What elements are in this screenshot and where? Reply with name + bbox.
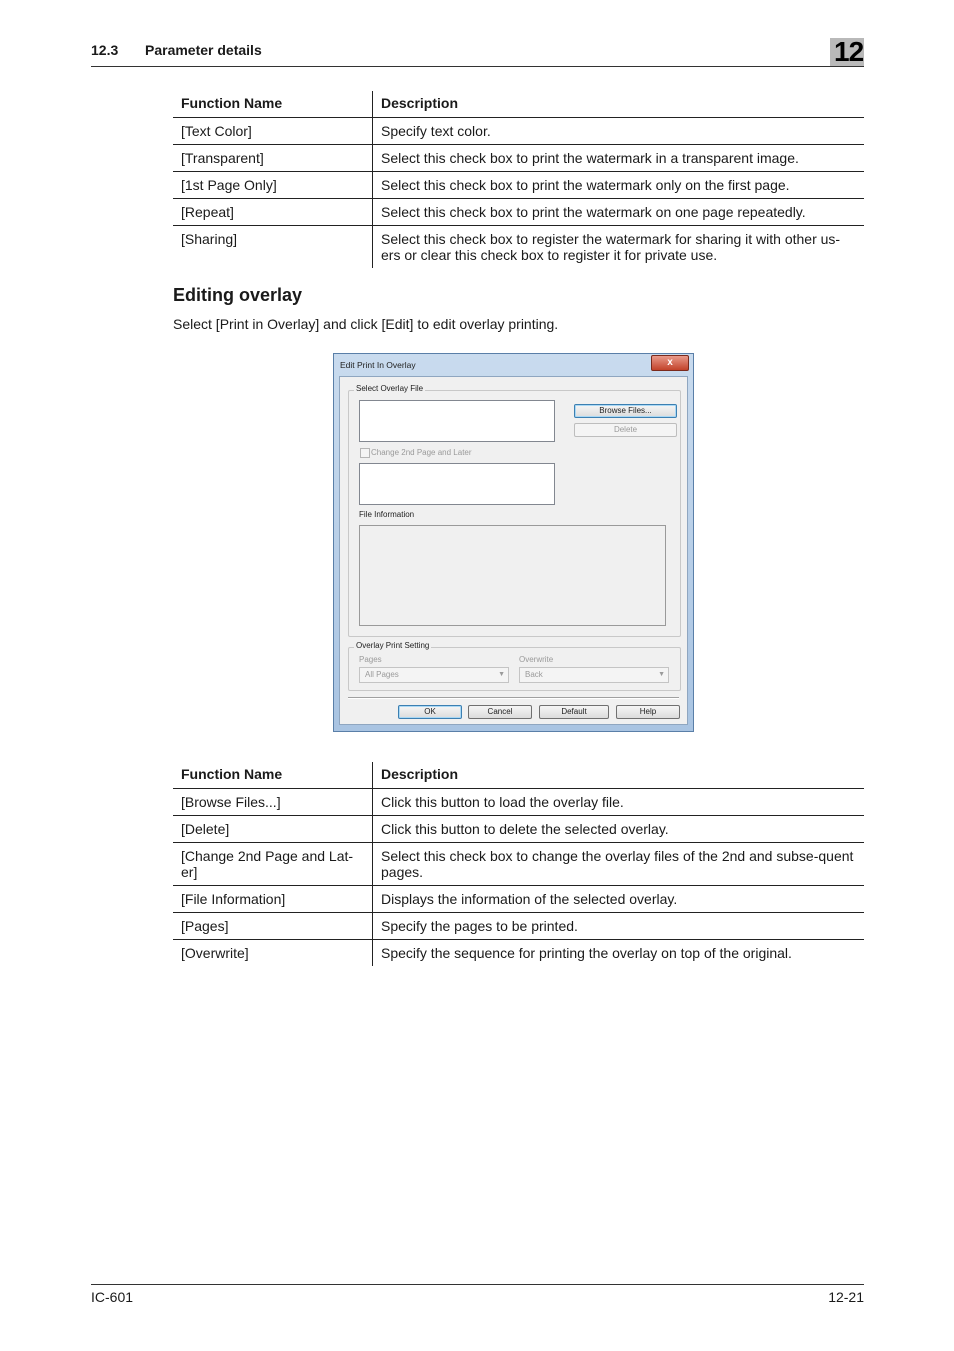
table-row — [173, 118, 864, 145]
dialog-client-area — [339, 376, 688, 725]
overwrite-label: Overwrite — [519, 655, 554, 664]
chevron-down-icon: ▼ — [658, 671, 665, 678]
chevron-down-icon: ▼ — [498, 671, 505, 678]
dialog-separator — [348, 697, 679, 699]
table-row — [173, 172, 864, 199]
table-row — [173, 789, 864, 816]
edit-print-in-overlay-dialog — [333, 353, 694, 732]
help-label: Help — [639, 707, 657, 716]
delete-label: Delete — [613, 425, 638, 434]
page-footer — [91, 1284, 864, 1305]
chapter-number: 12 — [834, 36, 864, 67]
ok-button[interactable] — [398, 705, 462, 719]
help-button[interactable] — [616, 705, 680, 719]
default-button[interactable] — [539, 705, 609, 719]
table-row — [173, 816, 864, 843]
function-name-cell: [1st Page Only] — [173, 172, 373, 199]
column-header-description: Description — [373, 762, 865, 789]
section-number: 12.3 — [91, 42, 119, 58]
function-name-cell: [Change 2nd Page and Lat-er] — [173, 843, 373, 886]
function-name-cell: [Repeat] — [173, 199, 373, 226]
running-header — [91, 36, 864, 67]
description-cell: Select this check box to change the overlay files of the 2nd and subse-quent pages. — [373, 843, 865, 886]
table-row — [173, 226, 864, 269]
description-cell: Displays the information of the selected overlay. — [373, 886, 865, 913]
watermark-parameter-table — [173, 91, 864, 268]
close-icon: x — [667, 357, 673, 368]
dialog-titlebar — [334, 354, 693, 373]
pages-select-value: All Pages — [365, 670, 399, 679]
delete-button[interactable] — [574, 423, 677, 437]
browse-files-button[interactable] — [574, 404, 677, 418]
table-row — [173, 843, 864, 886]
file-information-label: File Information — [359, 510, 415, 519]
description-cell: Select this check box to print the watermark in a transparent image. — [373, 145, 865, 172]
description-cell: Specify text color. — [373, 118, 865, 145]
table-row — [173, 886, 864, 913]
description-cell: Specify the sequence for printing the overlay on top of the original. — [381, 945, 792, 961]
function-name-cell: [Text Color] — [173, 118, 373, 145]
function-name-cell: [Delete] — [173, 816, 373, 843]
section-heading: Editing overlay — [173, 285, 303, 305]
overwrite-select-value: Back — [525, 670, 543, 679]
description-cell: Click this button to delete the selected overlay. — [373, 816, 865, 843]
browse-files-label: Browse Files... — [599, 406, 652, 415]
dialog-title: Edit Print In Overlay — [340, 360, 416, 370]
pages-select[interactable] — [359, 667, 509, 683]
function-name-cell: [File Information] — [173, 886, 373, 913]
overlay-file-list[interactable] — [359, 400, 555, 442]
cancel-label: Cancel — [487, 707, 513, 716]
second-page-file-list[interactable] — [359, 463, 555, 505]
description-cell: Select this check box to register the watermark for sharing it with other us-ers or clear this check box to register it for private use. — [381, 231, 841, 263]
table-row — [173, 199, 864, 226]
function-name-cell: [Pages] — [173, 913, 373, 940]
product-name: IC-601 — [91, 1289, 134, 1305]
file-information-panel — [359, 525, 666, 626]
table-row — [173, 145, 864, 172]
overlay-parameter-table — [173, 762, 864, 966]
ok-label: OK — [424, 707, 436, 716]
table-header-row — [173, 91, 864, 118]
select-overlay-file-label: Select Overlay File — [356, 384, 424, 393]
description-cell: Click this button to load the overlay file. — [373, 789, 865, 816]
table-header-row — [173, 762, 864, 789]
function-name-cell: [Browse Files...] — [173, 789, 373, 816]
pages-label: Pages — [359, 655, 382, 664]
function-name-cell: [Overwrite] — [173, 940, 373, 967]
column-header-function-name: Function Name — [173, 91, 373, 118]
chapter-badge — [830, 38, 864, 66]
description-cell: Select this check box to print the watermark on one page repeatedly. — [373, 199, 865, 226]
function-name-cell: [Sharing] — [173, 226, 373, 269]
page-number: 12-21 — [828, 1289, 864, 1305]
function-name-cell: [Transparent] — [173, 145, 373, 172]
close-button[interactable] — [651, 355, 689, 371]
table-row — [173, 913, 864, 940]
section-title: Parameter details — [145, 42, 262, 58]
cancel-button[interactable] — [468, 705, 532, 719]
overlay-print-setting-label: Overlay Print Setting — [356, 641, 430, 650]
default-label: Default — [561, 707, 587, 716]
table-row — [173, 940, 864, 967]
section-intro: Select [Print in Overlay] and click [Edit] to edit overlay printing. — [173, 316, 559, 332]
description-cell: Specify the pages to be printed. — [373, 913, 865, 940]
column-header-function-name: Function Name — [173, 762, 373, 789]
column-header-description: Description — [373, 91, 865, 118]
change-2nd-page-label: Change 2nd Page and Later — [371, 448, 472, 457]
description-cell: Select this check box to print the watermark only on the first page. — [373, 172, 865, 199]
change-2nd-page-checkbox[interactable] — [360, 448, 370, 458]
overwrite-select[interactable] — [519, 667, 669, 683]
